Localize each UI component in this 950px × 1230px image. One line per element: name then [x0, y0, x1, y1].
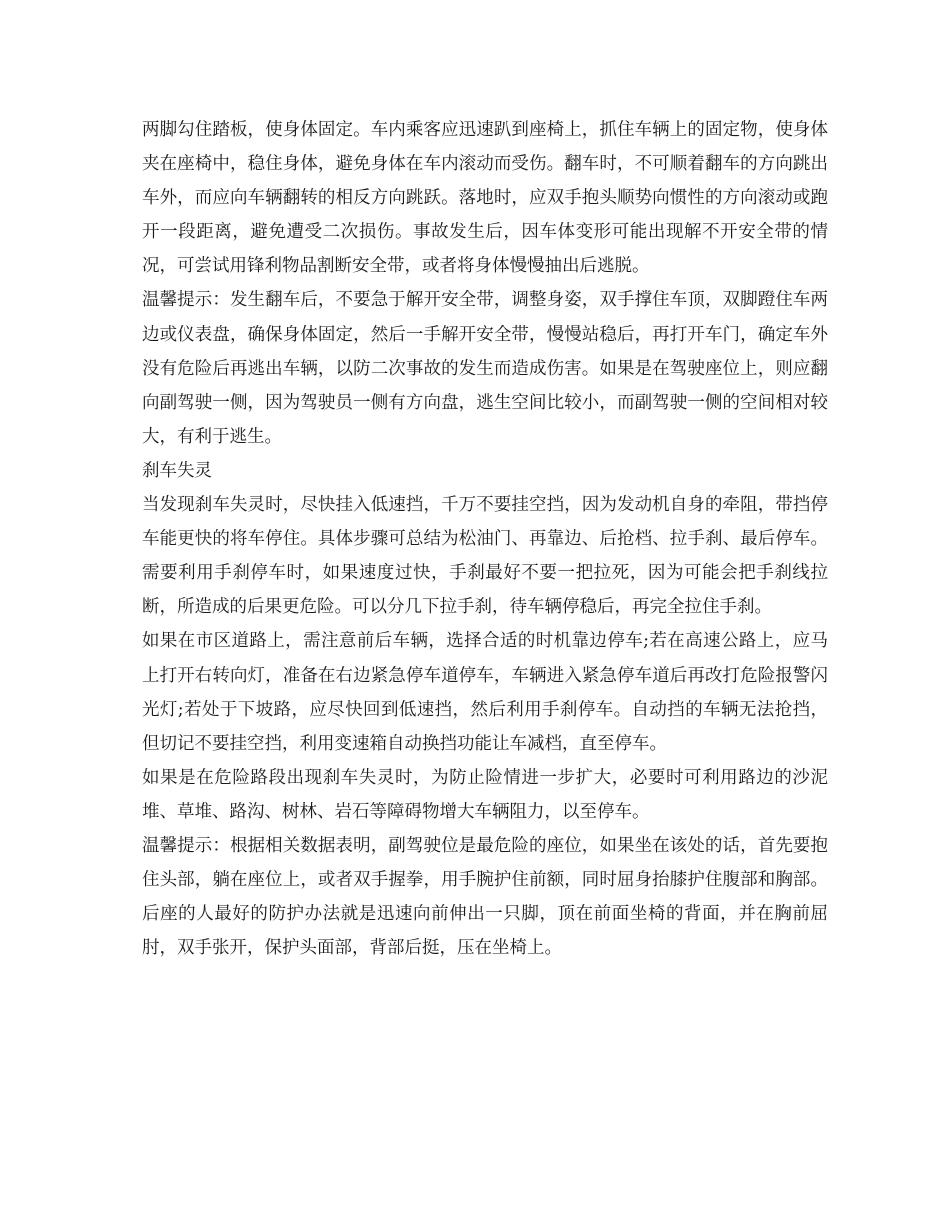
paragraph-brake-steps: 当发现刹车失灵时，尽快挂入低速挡，千万不要挂空挡，因为发动机自身的牵阻，带挡停车能更快的将车停住。具体步骤可总结为松油门、再靠边、后抢档、拉手刹、最后停车。需要利用手刹停车时，如果速度过快，手刹最好不要一把拉死，因为可能会把手刹线拉断，所造成的后果更危险。可以分几下拉手刹，待车辆停稳后，再完全拉住手刹。 — [142, 495, 828, 618]
paragraph-rollover-escape: 两脚勾住踏板，使身体固定。车内乘客应迅速趴到座椅上，抓住车辆上的固定物，使身体夹在座椅中，稳住身体，避免身体在车内滚动而受伤。翻车时，不可顺着翻车的方向跳出车外，而应向车辆翻转的相反方向跳跃。落地时，应双手抱头顺势向惯性的方向滚动或跑开一段距离，避免遭受二次损伤。事故发生后，因车体变形可能出现解不开安全带的情况，可尝试用锋利物品割断安全带，或者将身体慢慢抽出后逃脱。 — [142, 120, 828, 277]
paragraph-dangerous-road: 如果是在危险路段出现刹车失灵时，为防止险情进一步扩大，必要时可利用路边的沙泥堆、草堆、路沟、树林、岩石等障碍物增大车辆阻力，以至停车。 — [142, 767, 828, 822]
paragraph-seat-protection-tip: 温馨提示：根据相关数据表明，副驾驶位是最危险的座位，如果坐在该处的话，首先要抱住头部，躺在座位上，或者双手握拳，用手腕护住前额，同时屈身抬膝护住腹部和胸部。后座的人最好的防护办法就是迅速向前伸出一只脚，顶在前面坐椅的背面，并在胸前屈肘，双手张开，保护头面部，背部后挺，压在坐椅上。 — [142, 835, 828, 959]
section-heading-brake-failure: 刹车失灵 — [142, 460, 212, 481]
paragraph-road-scenarios: 如果在市区道路上，需注意前后车辆，选择合适的时机靠边停车;若在高速公路上，应马上打开右转向灯，准备在右边紧急停车道停车，车辆进入紧急停车道后再改打危险报警闪光灯;若处于下坡路，应尽快回到低速挡，然后利用手刹停车。自动挡的车辆无法抢挡，但切记不要挂空挡，利用变速箱自动换挡功能让车减档，直至停车。 — [142, 631, 828, 754]
paragraph-rollover-tip: 温馨提示：发生翻车后，不要急于解开安全带，调整身姿，双手撑住车顶，双脚蹬住车两边或仪表盘，确保身体固定，然后一手解开安全带，慢慢站稳后，再打开车门，确定车外没有危险后再逃出车辆，以防二次事故的发生而造成伤害。如果是在驾驶座位上，则应翻向副驾驶一侧，因为驾驶员一侧有方向盘，逃生空间比较小，而副驾驶一侧的空间相对较大，有利于逃生。 — [142, 290, 828, 447]
document-body — [142, 113, 828, 965]
